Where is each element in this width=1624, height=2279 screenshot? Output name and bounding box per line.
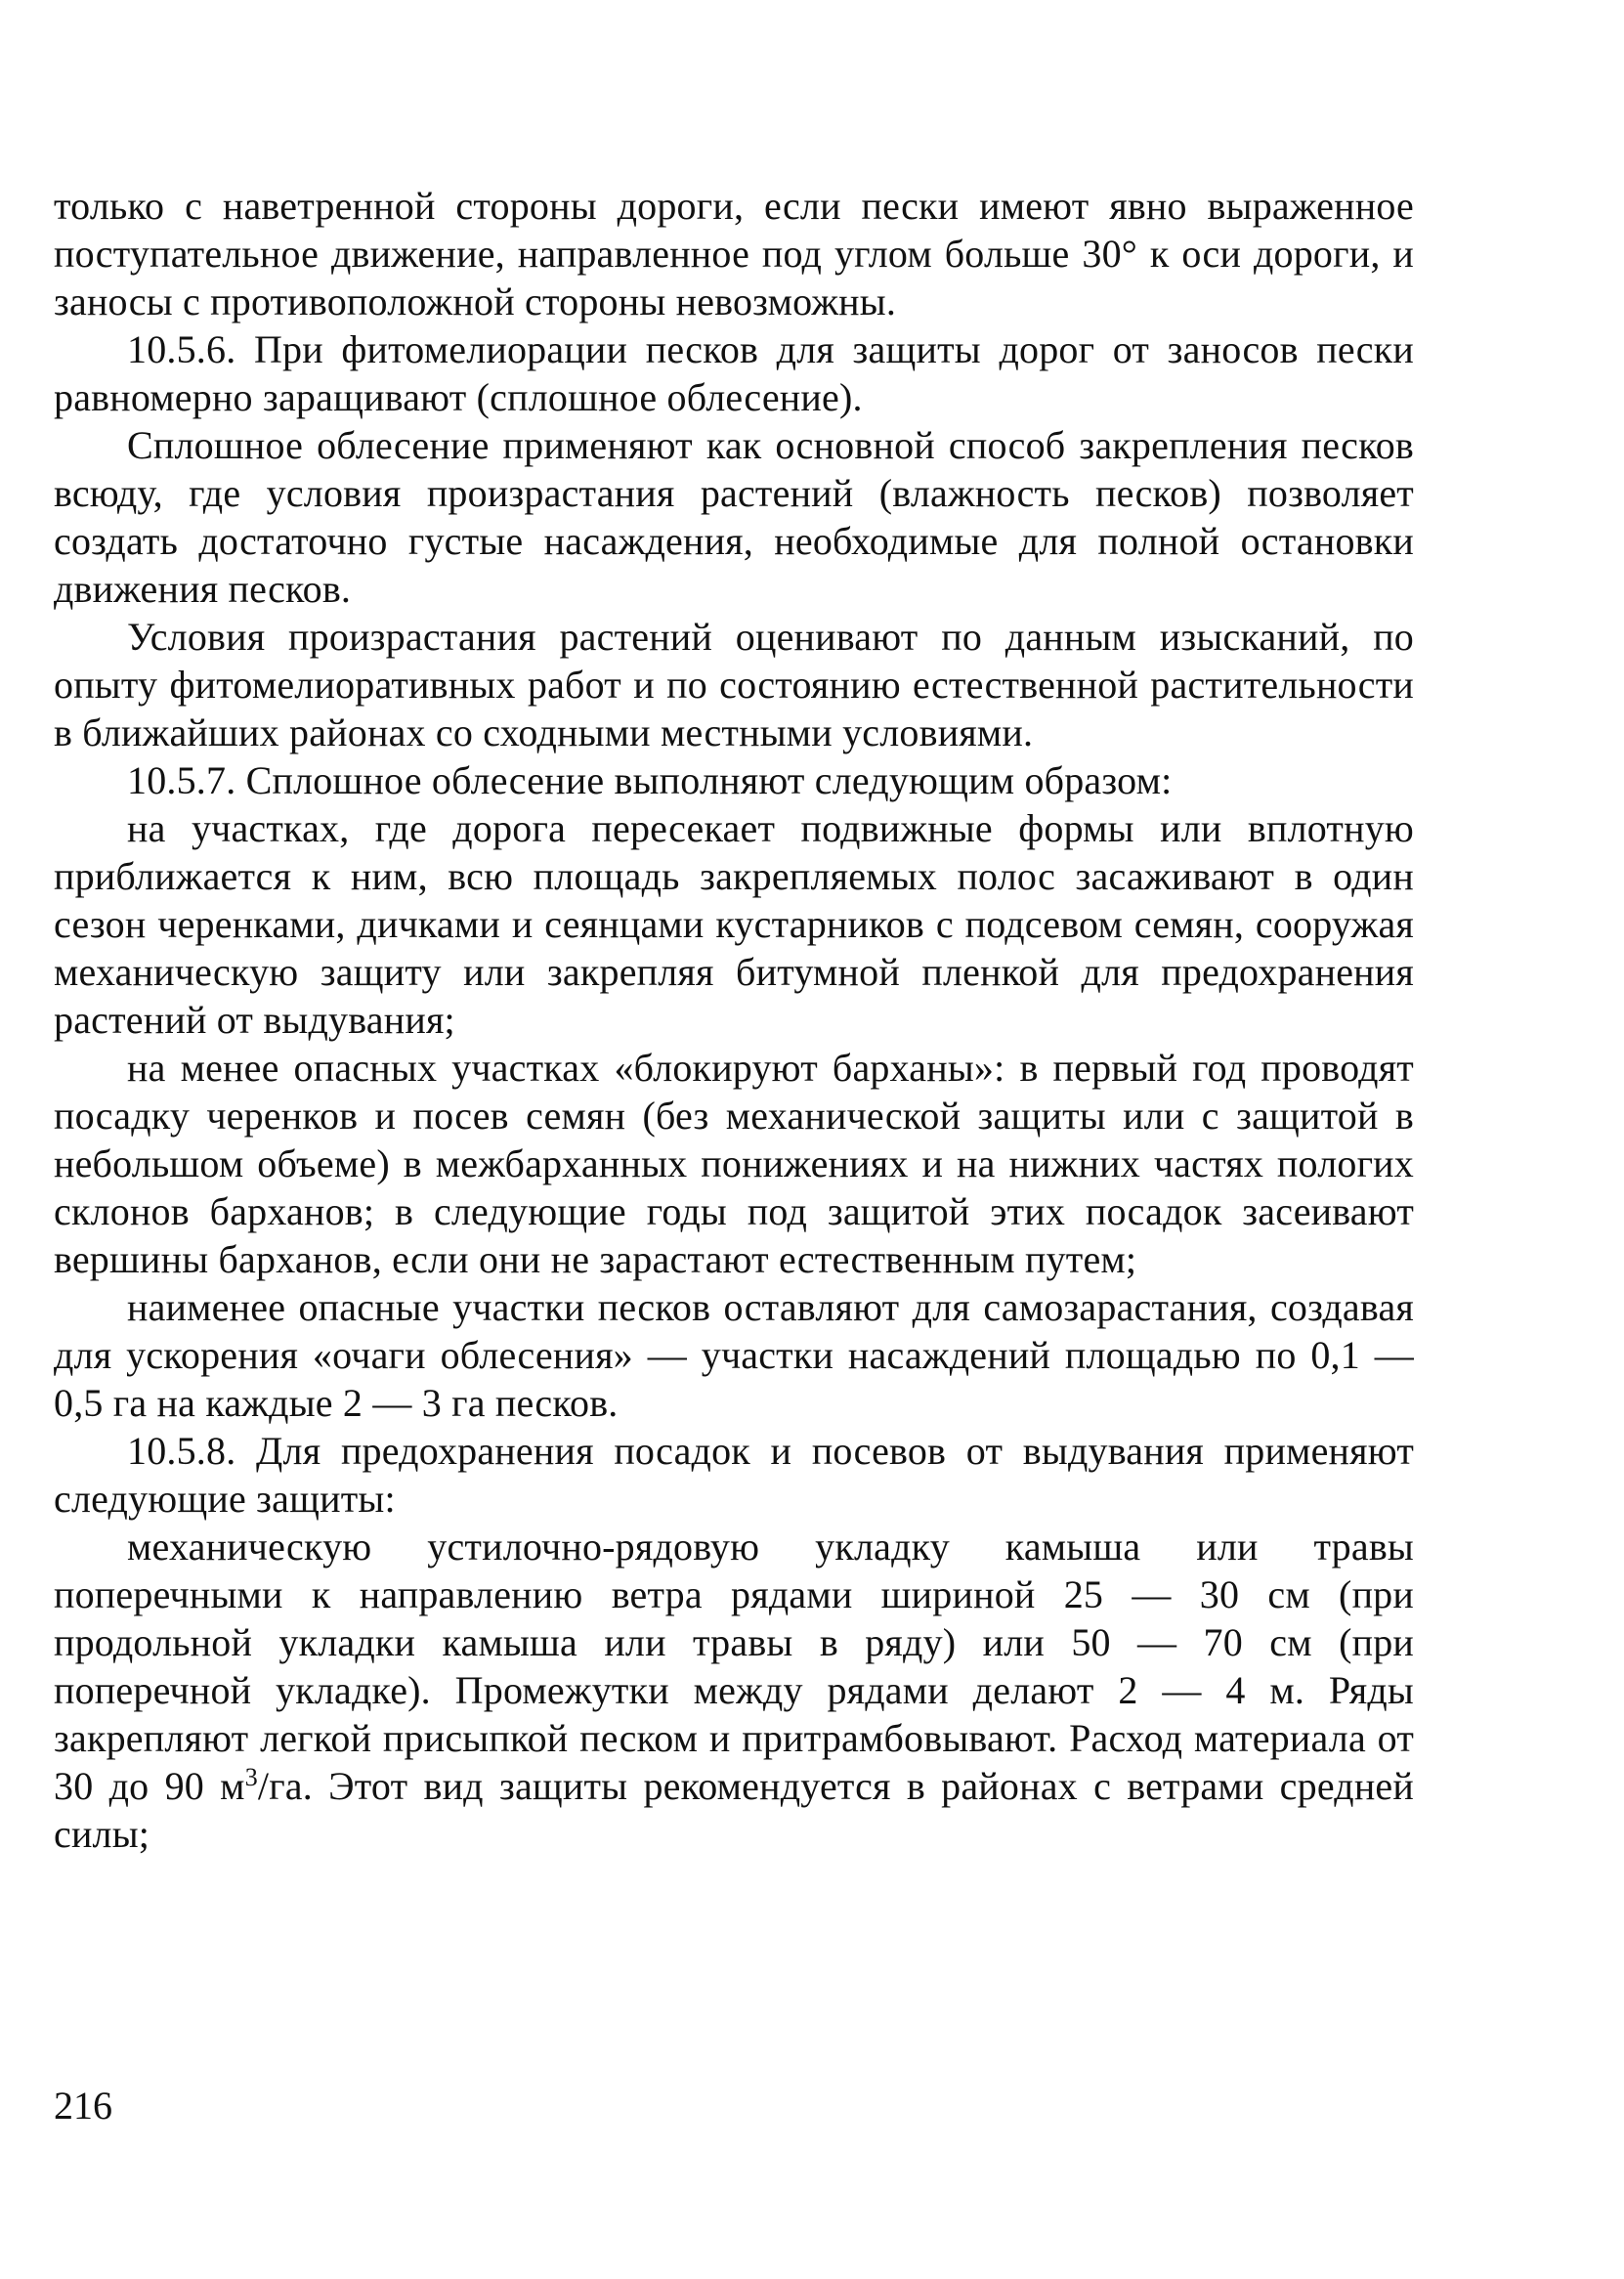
page-number: 216 <box>54 2084 112 2128</box>
paragraph-mechanical-protection-text: механическую устилочно-рядовую укладку камыша или травы поперечными к направлению ветра рядами шириной 25 — 30 см (при продольной укладки камыша или травы в ряду) или 50 — 70 см (при поперечной укладке). Промежутки между рядами делают 2 — 4 м. Ряды закрепляют легкой присыпкой песком и притрамбовывают. Расход материала от 30 до 90 м <box>54 1525 1414 1808</box>
paragraph-least-dangerous: наименее опасные участки песков оставляют для самозарастания, создавая для ускорения «очаги облесения» — участки насаждений площадью по 0,1 — 0,5 га на каждые 2 — 3 га песков. <box>54 1285 1414 1425</box>
page-text <box>54 182 1414 1858</box>
paragraph-mechanical-protection-tail: /га. Этот вид защиты рекомендуется в районах с ветрами средней силы; <box>54 1764 1414 1856</box>
paragraph-10-5-8: 10.5.8. Для предохранения посадок и посевов от выдувания применяют следующие защиты: <box>54 1429 1414 1521</box>
paragraph-moving-dunes: на участках, где дорога пересекает подвижные формы или вплотную приближается к ним, всю площадь закрепляемых полос засаживают в один сезон черенками, дичками и сеянцами кустарников с подсевом семян, сооружая механическую защиту или закрепляя битумной пленкой для предохранения растений от выдувания; <box>54 806 1414 1042</box>
paragraph-continuation: только с наветренной стороны дороги, если пески имеют явно выраженное поступательное движение, направленное под углом больше 30° к оси дороги, и заносы с противоположной стороны невозможны. <box>54 184 1414 323</box>
paragraph-10-5-7: 10.5.7. Сплошное облесение выполняют следующим образом: <box>127 758 1173 802</box>
paragraph-solid-afforestation: Сплошное облесение применяют как основной способ закрепления песков всюду, где условия произрастания растений (влажность песков) позволяет создать достаточно густые насаждения, необходимые для полной остановки движения песков. <box>54 423 1414 611</box>
paragraph-growth-conditions: Условия произрастания растений оценивают по данным изысканий, по опыту фитомелиоративных работ и по состоянию естественной растительности в ближайших районах со сходными местными условиями. <box>54 615 1414 754</box>
paragraph-10-5-6: 10.5.6. При фитомелиорации песков для защиты дорог от заносов пески равномерно заращивают (сплошное облесение). <box>54 327 1414 419</box>
paragraph-mechanical-protection <box>54 1523 1414 1858</box>
superscript-3: 3 <box>244 1763 258 1791</box>
paragraph-block-barchans: на менее опасных участках «блокируют барханы»: в первый год проводят посадку черенков и посев семян (без механической защиты или с защитой в небольшом объеме) в межбарханных понижениях и на нижних частях пологих склонов барханов; в следующие годы под защитой этих посадок засеивают вершины барханов, если они не зарастают естественным путем; <box>54 1046 1414 1281</box>
